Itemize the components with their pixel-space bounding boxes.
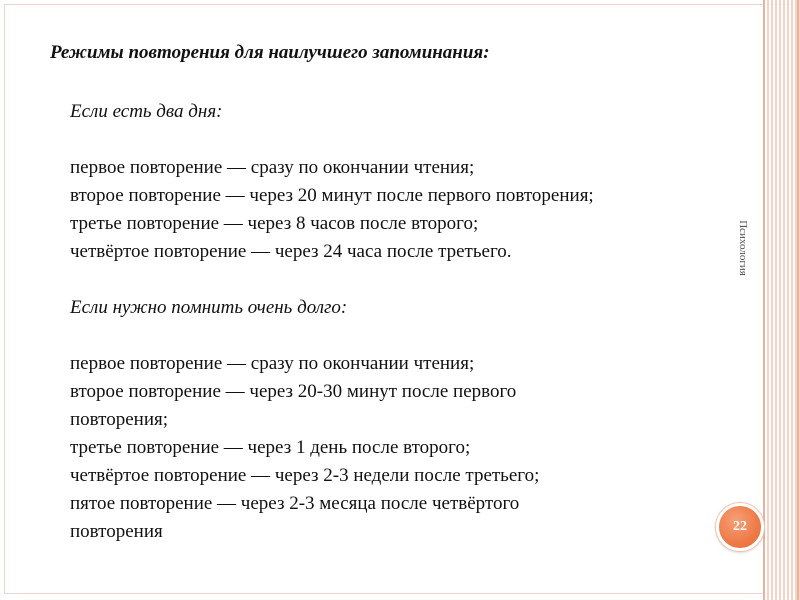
list-item: повторения [70,521,163,542]
list-item: четвёртое повторение — через 2-3 недели после третьего; [70,465,540,486]
spacer [70,266,750,294]
list-item: первое повторение — сразу по окончании чтения; [70,353,475,374]
list-item: третье повторение — через 1 день после второго; [70,437,471,458]
list-item: второе повторение — через 20 минут после первого повторения; [70,185,594,206]
list-item: второе повторение — через 20-30 минут после первого [70,381,517,402]
section-heading-two-days: Если есть два дня: [70,101,223,122]
spacer [70,126,750,154]
page-number: 22 [733,519,747,534]
band-edge-right [797,0,799,600]
list-item: третье повторение — через 8 часов после второго; [70,213,479,234]
list-item: первое повторение — сразу по окончании чтения; [70,157,475,178]
list-item: пятое повторение — через 2-3 месяца после четвёртого [70,493,520,514]
decorative-stripe-band [763,0,800,600]
list-item: повторения; [70,409,169,430]
slide-title: Режимы повторения для наилучшего запоминания: [50,42,490,63]
slide-body [70,98,750,546]
spacer [70,322,750,350]
page-number-badge [716,503,764,551]
list-item: четвёртое повторение — через 24 часа после третьего. [70,241,512,262]
section-heading-long-term: Если нужно помнить очень долго: [70,297,348,318]
side-label-subject: Психология [737,220,749,276]
band-edge-left [763,0,765,600]
